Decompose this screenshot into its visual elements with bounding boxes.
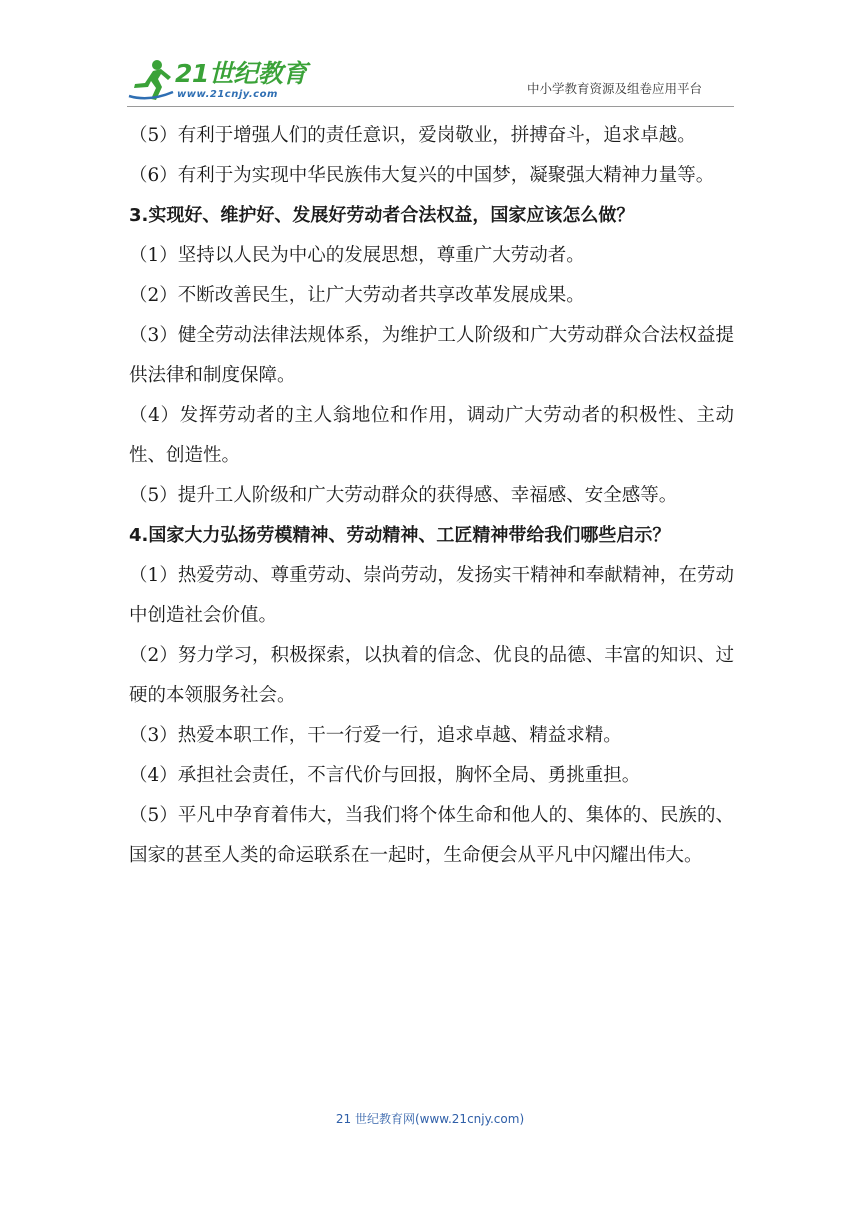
answer-paragraph: （3）健全劳动法律法规体系，为维护工人阶级和广大劳动群众合法权益提供法律和制度保障。 [129, 325, 734, 386]
answer-paragraph: （4）发挥劳动者的主人翁地位和作用，调动广大劳动者的积极性、主动性、创造性。 [129, 405, 734, 466]
page-header [0, 0, 860, 110]
question-heading: 4.国家大力弘扬劳模精神、劳动精神、工匠精神带给我们哪些启示？ [129, 525, 671, 546]
platform-title: 中小学教育资源及组卷应用平台 [526, 81, 702, 96]
answer-paragraph: （1）坚持以人民为中心的发展思想，尊重广大劳动者。 [129, 245, 585, 266]
header-divider [127, 106, 734, 107]
answer-paragraph: （6）有利于为实现中华民族伟大复兴的中国梦，凝聚强大精神力量等。 [129, 165, 715, 186]
answer-paragraph: （2）不断改善民生，让广大劳动者共享改革发展成果。 [129, 285, 585, 306]
footer-link[interactable]: 21 世纪教育网(www.21cnjy.com) [335, 1112, 525, 1126]
document-body [129, 116, 734, 876]
answer-paragraph: （5）提升工人阶级和广大劳动群众的获得感、幸福感、安全感等。 [129, 485, 678, 506]
answer-paragraph: （1）热爱劳动、尊重劳动、崇尚劳动，发扬实干精神和奉献精神，在劳动中创造社会价值。 [129, 565, 734, 626]
question-heading: 3.实现好、维护好、发展好劳动者合法权益，国家应该怎么做？ [129, 205, 635, 226]
answer-paragraph: （5）平凡中孕育着伟大，当我们将个体生命和他人的、集体的、民族的、国家的甚至人类的命运联系在一起时，生命便会从平凡中闪耀出伟大。 [129, 805, 734, 866]
logo-url: www.21cnjy.com [177, 89, 278, 100]
logo-text: 21世纪教育 [175, 59, 307, 88]
answer-paragraph: （4）承担社会责任，不言代价与回报，胸怀全局、勇挑重担。 [129, 765, 641, 786]
answer-paragraph: （2）努力学习，积极探索，以执着的信念、优良的品德、丰富的知识、过硬的本领服务社会。 [129, 645, 734, 706]
answer-paragraph: （3）热爱本职工作，干一行爱一行，追求卓越、精益求精。 [129, 725, 622, 746]
site-logo[interactable] [127, 56, 312, 106]
answer-paragraph: （5）有利于增强人们的责任意识，爱岗敬业，拼搏奋斗，追求卓越。 [129, 125, 696, 146]
runner-icon [127, 56, 175, 104]
